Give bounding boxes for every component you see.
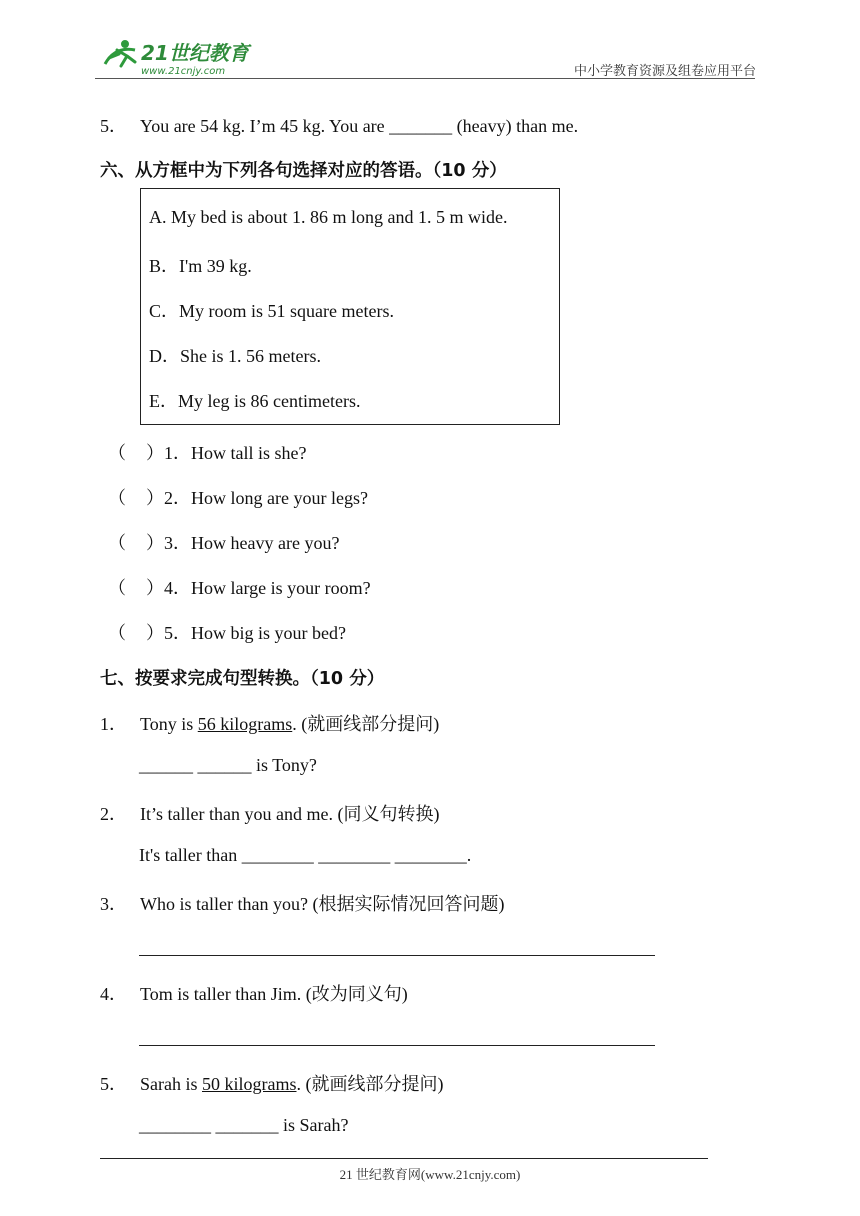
answer-line-2[interactable]: It's taller than ________ ________ ________. [139,845,472,865]
answer-blank[interactable]: （ ） [108,488,164,508]
site-logo [95,36,260,78]
transform-question-1: 1． Tony is 56 kilograms. (就画线部分提问) [100,714,440,734]
header-platform-name: 中小学教育资源及组卷应用平台 [573,64,756,79]
option-e: E．My leg is 86 centimeters. [149,391,361,411]
answer-blank[interactable]: （ ） [108,623,164,643]
answer-line-1[interactable]: ______ ______ is Tony? [139,755,317,775]
svg-text:21世纪教育: 21世纪教育 [141,41,249,65]
match-question-1: （ ）1．How tall is she? [108,443,307,463]
footer-text: 21 世纪教育网(www.21cnjy.com) [339,1167,521,1182]
answer-blank[interactable]: （ ） [108,578,164,598]
option-d: D．She is 1. 56 meters. [149,346,321,366]
runner-logo-icon [95,36,260,78]
section-6-title: 六、从方框中为下列各句选择对应的答语。（10 分） [100,161,507,181]
match-question-5: （ ）5．How big is your bed? [108,623,346,643]
transform-question-5: 5． Sarah is 50 kilograms. (就画线部分提问) [100,1074,444,1094]
match-question-4: （ ）4．How large is your room? [108,578,371,598]
answer-line-3[interactable] [139,955,655,956]
svg-text:www.21cnjy.com: www.21cnjy.com [141,66,226,77]
match-question-3: （ ）3．How heavy are you? [108,533,340,553]
answer-blank[interactable]: （ ） [108,443,164,463]
header-divider [95,78,755,79]
transform-question-4: 4． Tom is taller than Jim. (改为同义句) [100,984,408,1004]
footer-divider [100,1158,708,1159]
transform-question-3: 3． Who is taller than you? (根据实际情况回答问题) [100,894,505,914]
option-c: C．My room is 51 square meters. [149,301,394,321]
match-question-2: （ ）2．How long are your legs? [108,488,368,508]
transform-question-2: 2． It’s taller than you and me. (同义句转换) [100,804,440,824]
answer-line-5[interactable]: ________ _______ is Sarah? [139,1115,349,1135]
section-7-title: 七、按要求完成句型转换。（10 分） [100,669,385,689]
answer-blank[interactable]: （ ） [108,533,164,553]
prev-question-5: 5． You are 54 kg. I’m 45 kg. You are _______ (heavy) than me. [100,116,579,136]
option-b: B．I'm 39 kg. [149,256,252,276]
option-a: A. My bed is about 1. 86 m long and 1. 5 m wide. [149,207,508,227]
answer-line-4[interactable] [139,1045,655,1046]
